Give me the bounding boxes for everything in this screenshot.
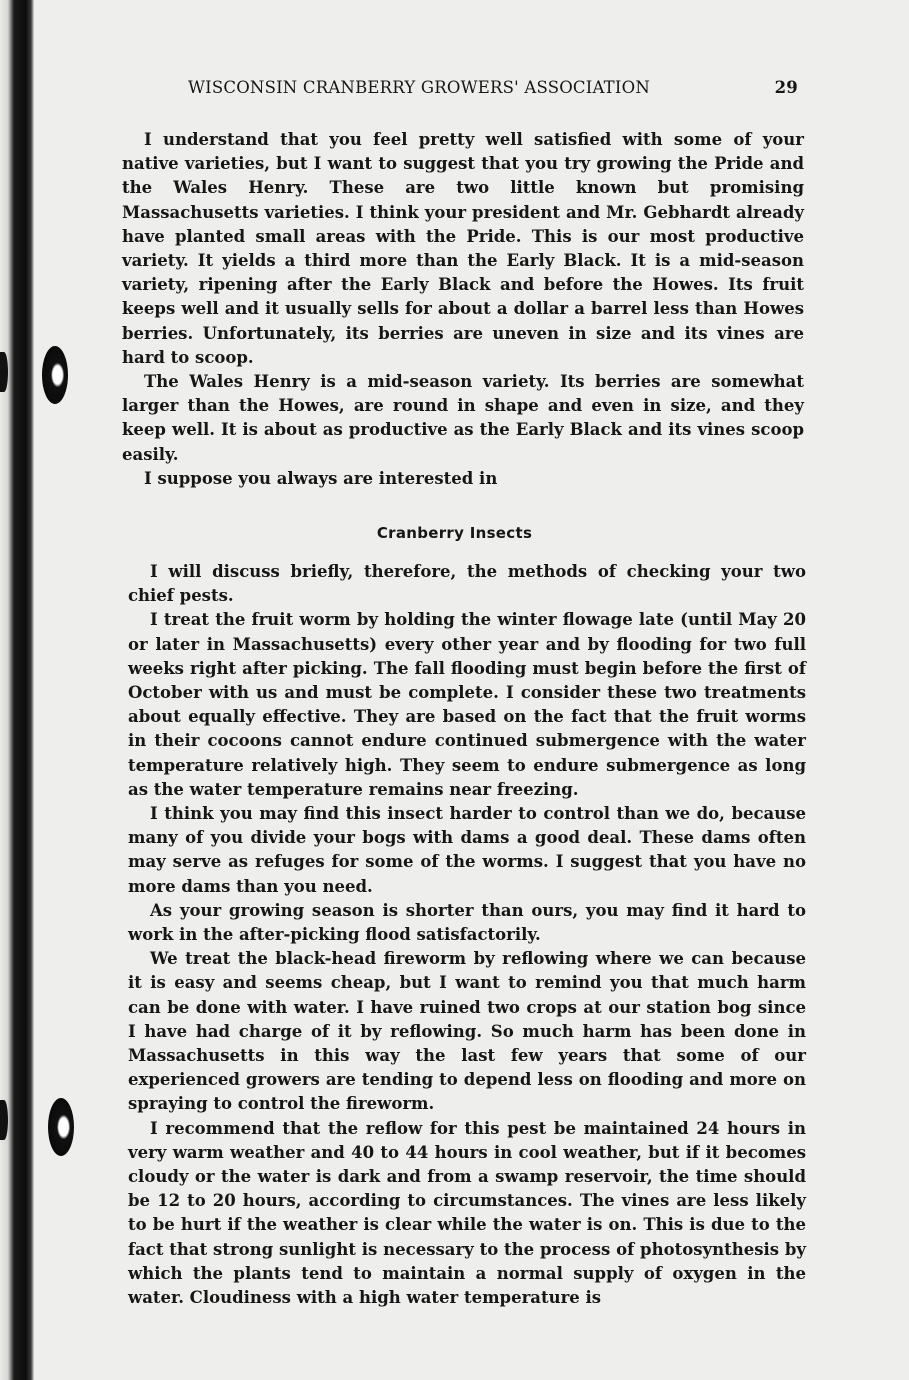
paragraph: I suppose you always are interested in [144, 468, 498, 488]
running-header [188, 78, 798, 97]
page-number: 29 [774, 78, 798, 97]
body-text-bottom [128, 560, 806, 1310]
paragraph: I recommend that the reflow for this pest be maintained 24 hours in very warm weather and 40 to 44 hours in cool weather, but if it becomes cloudy or the water is dark and from a swamp reservoir, the time should be 12 to 20 hours, according to circumstances. The vines are less likely to be hurt if the weather is clear while the water is on. This is due to the fact that strong sunlight is necessary to the process of photosynthesis by which the plants tend to maintain a normal supply of oxygen in the water. Cloudiness with a high water temperature is [128, 1118, 806, 1308]
section-heading: Cranberry Insects [376, 524, 533, 542]
binding-mark-top [0, 352, 8, 392]
paragraph: As your growing season is shorter than ours, you may find it hard to work in the after-picking flood satisfactorily. [128, 900, 806, 945]
body-text-top [122, 128, 804, 491]
binding-spine [0, 0, 34, 1380]
binding-mark-bottom [0, 1100, 8, 1140]
paragraph: I treat the fruit worm by holding the winter flowage late (until May 20 or later in Massachusetts) every other year and by flooding for two full weeks right after picking. The fall flooding must begin before the first of October with us and must be complete. I consider these two treatments about equally effective. They are based on the fact that the fruit worms in their cocoons cannot endure continued submergence with the water temperature relatively high. They seem to endure submergence as long as the water temperature remains near freezing. [128, 610, 806, 799]
paragraph: The Wales Henry is a mid-season variety. Its berries are somewhat larger than the Howes, are round in shape and even in size, and they keep well. It is about as productive as the Early Black and its vines scoop easily. [122, 372, 804, 464]
punch-hole-top [42, 346, 68, 404]
punch-hole-bottom [48, 1098, 74, 1156]
paragraph: I will discuss briefly, therefore, the methods of checking your two chief pests. [128, 562, 806, 606]
paragraph: I think you may find this insect harder to control than we do, because many of you divide your bogs with dams a good deal. These dams often may serve as refuges for some of the worms. I suggest that you have no more dams than you need. [128, 804, 806, 896]
paragraph: I understand that you feel pretty well satisfied with some of your native varieties, but I want to suggest that you try growing the Pride and the Wales Henry. These are two little known but promising Massachusetts varieties. I think your president and Mr. Gebhardt already have planted small areas with the Pride. This is our most productive variety. It yields a third more than the Early Black. It is a mid-season variety, ripening after the Early Black and before the Howes. Its fruit keeps well and it usually sells for about a dollar a barrel less than Howes berries. Unfortunately, its berries are uneven in size and its vines are hard to scoop. [122, 130, 804, 367]
running-header-title: WISCONSIN CRANBERRY GROWERS' ASSOCIATION [188, 78, 650, 97]
paragraph: We treat the black-head fireworm by reflowing where we can because it is easy and seems cheap, but I want to remind you that much harm can be done with water. I have ruined two crops at our station bog since I have had charge of it by reflowing. So much harm has been done in Massachusetts in this way the last few years that some of our experienced growers are tending to depend less on flooding and more on spraying to control the fireworm. [128, 949, 806, 1114]
